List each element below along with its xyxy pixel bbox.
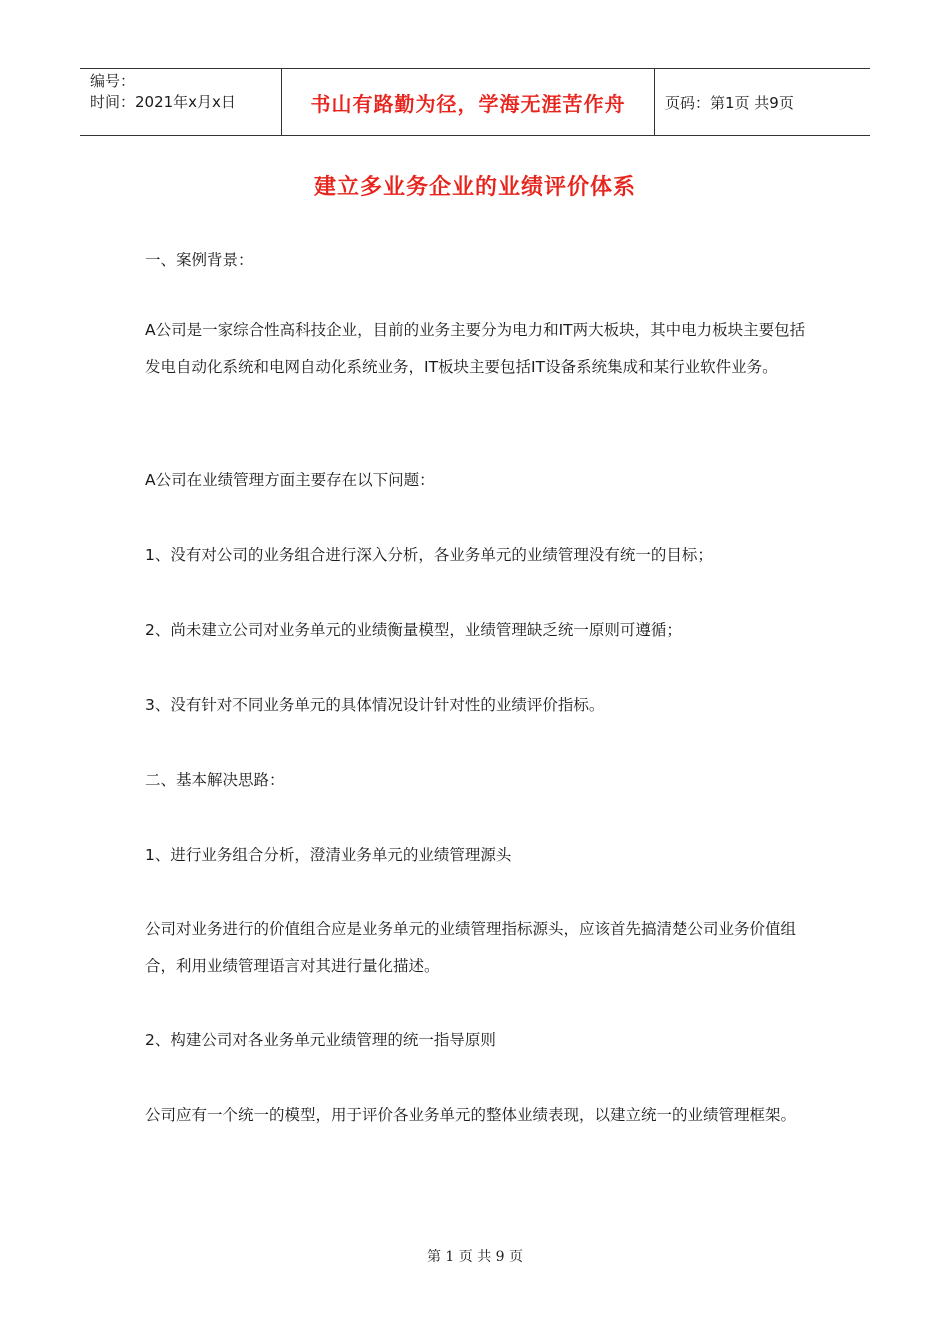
- section-heading-solution: 二、基本解决思路：: [145, 771, 285, 789]
- page-footer: 第 1 页 共 9 页: [426, 1249, 524, 1265]
- paragraph-company-intro: A公司是一家综合性高科技企业，目前的业务主要分为电力和IT两大板块，其中电力板块主要包括发电自动化系统和电网自动化系统业务，IT板块主要包括IT设备系统集成和某行业软件业务。: [145, 321, 806, 376]
- header-motto: 书山有路勤为径，学海无涯苦作舟: [282, 69, 655, 135]
- solution-item-1: 1、进行业务组合分析，澄清业务单元的业绩管理源头: [145, 846, 512, 864]
- header-page-info: 页码：第1页 共9页: [665, 93, 794, 112]
- section-heading-background: 一、案例背景：: [145, 251, 254, 269]
- paragraph-solution-2-detail: 公司应有一个统一的模型，用于评价各业务单元的整体业绩表现，以建立统一的业绩管理框架。: [145, 1106, 797, 1124]
- document-title: 建立多业务企业的业绩评价体系: [313, 175, 636, 200]
- document-time-label: 时间：2021年x月x日: [90, 93, 236, 111]
- document-number-label: 编号：: [90, 72, 136, 90]
- header-meta-cell: [80, 69, 282, 135]
- problem-item-2: 2、尚未建立公司对业务单元的业绩衡量模型，业绩管理缺乏统一原则可遵循；: [145, 621, 682, 639]
- solution-item-2: 2、构建公司对各业务单元业绩管理的统一指导原则: [145, 1031, 496, 1049]
- paragraph-problems-intro: A公司在业绩管理方面主要存在以下问题：: [145, 471, 435, 489]
- document-header: [80, 68, 870, 136]
- problem-item-3: 3、没有针对不同业务单元的具体情况设计针对性的业绩评价指标。: [145, 696, 605, 714]
- problem-item-1: 1、没有对公司的业务组合进行深入分析，各业务单元的业绩管理没有统一的目标；: [145, 546, 713, 564]
- paragraph-solution-1-detail: 公司对业务进行的价值组合应是业务单元的业绩管理指标源头，应该首先搞清楚公司业务价值组合，利用业绩管理语言对其进行量化描述。: [145, 920, 797, 975]
